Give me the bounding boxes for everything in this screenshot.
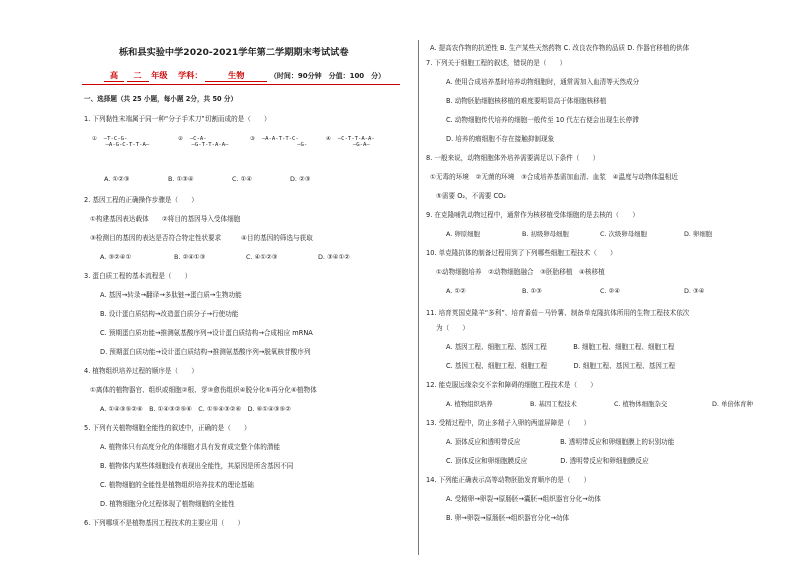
section-heading: 一、选择题（共 25 小题，每小题 2分，共 50 分） bbox=[84, 95, 238, 103]
q1-option-c: C. ①④ bbox=[232, 175, 252, 183]
q8-line-2: ⑤需要 O₂，不需要 CO₂ bbox=[436, 192, 506, 200]
q3-option-c: C. 预期蛋白质功能→推测氨基酸序列→设计蛋白质结构→合成相应 mRNA bbox=[100, 329, 313, 337]
q10-option-c: C. ②④ bbox=[600, 287, 620, 295]
q12-option-c: C. 植物体细胞杂交 bbox=[614, 400, 668, 408]
header-red-rule bbox=[82, 84, 400, 85]
exam-title: 栎和县实验中学2020-2021学年第二学期期末考试试卷 bbox=[119, 47, 349, 58]
q1-option-a: A. ①②③ bbox=[104, 175, 130, 183]
q7-option-c: C. 动物细胞传代培养的细胞一般传至 10 代左右便会出现生长停滞 bbox=[446, 116, 639, 124]
q2-line-1: ①构建基因表达载体 ②将目的基因导入受体细胞 bbox=[90, 215, 241, 223]
q2-option-b: B. ②④①③ bbox=[174, 253, 206, 261]
question-14: 14. 下列能正确表示高等动物胚胎发育顺序的是（ ） bbox=[426, 476, 591, 484]
grade-number: 二 bbox=[127, 70, 149, 82]
q10-option-a: A. ①② bbox=[446, 287, 466, 295]
q3-option-d: D. 预期蛋白质功能→设计蛋白质结构→推测氨基酸序列→脱氧核苷酸序列 bbox=[100, 348, 311, 356]
sticky-end-3: ③ —A-A-T-T-C- —G- bbox=[250, 136, 308, 149]
question-1: 1. 下列黏性末端属于同一种“分子手术刀”切割而成的是（ ） bbox=[84, 115, 271, 123]
question-5: 5. 下列有关植物细胞全能性的叙述中，正确的是（ ） bbox=[84, 424, 251, 432]
column-divider bbox=[418, 40, 419, 555]
q7-option-a: A. 使用合成培养基时培养动物细胞时，通常需加入血清等天然成分 bbox=[446, 78, 640, 86]
q14-option-a: A. 受精卵→卵裂→原肠胚→囊胚→组织器官分化→幼体 bbox=[446, 495, 601, 503]
q12-option-d: D. 单倍体育种 bbox=[712, 400, 753, 408]
q2-line-2: ③检测目的基因的表达是否符合特定性状要求 ④目的基因的筛选与获取 bbox=[90, 234, 313, 242]
q9-option-b: B. 初级卵母细胞 bbox=[522, 230, 569, 238]
question-11: 11. 培育英国克隆羊“多利”、培育番茄－马铃薯、制备单克隆抗体所用的生物工程技术依次 bbox=[426, 309, 690, 317]
sticky-end-4: ④ —C-T-T-A-A- —G-A— bbox=[326, 136, 375, 149]
question-8: 8. 一般来说，动物细胞体外培养需要满足以下条件（ ） bbox=[426, 154, 600, 162]
q11-line-2: 为（ ） bbox=[436, 324, 469, 332]
q5-option-b: B. 植物体内某些体细胞没有表现出全能性，其原因是所含基因不同 bbox=[100, 462, 294, 470]
q1-option-b: B. ①③④ bbox=[168, 175, 194, 183]
q4-body: ①离体的植物器官、组织或细胞②根、芽③愈伤组织④脱分化⑤再分化⑥植物体 bbox=[90, 386, 317, 394]
grade-label: 高 bbox=[104, 70, 124, 82]
grade-word: 年级 bbox=[151, 70, 168, 80]
q13-options-cd: C. 顶体反应和卵细胞膜反应 D. 透明带反应和卵细胞膜反应 bbox=[446, 457, 649, 465]
q13-options-ab: A. 顶体反应和透明带反应 B. 透明带反应和卵细胞膜上的识别功能 bbox=[446, 438, 675, 446]
q10-option-b: B. ①③ bbox=[522, 287, 542, 295]
sticky-end-1: ① —T-C-G- —A-G-C-T-T-A— bbox=[92, 136, 150, 149]
exam-info-line bbox=[104, 70, 404, 82]
question-2: 2. 基因工程的正确操作步骤是（ ） bbox=[84, 196, 198, 204]
subject-value: 生物 bbox=[205, 70, 267, 82]
q11-options-ab: A. 基因工程、细胞工程、基因工程 B. 细胞工程、细胞工程、细胞工程 bbox=[446, 343, 675, 351]
q2-option-d: D. ③④①② bbox=[318, 253, 350, 261]
question-10: 10. 单克隆抗体的制备过程用到了下列哪些细胞工程技术（ ） bbox=[426, 249, 617, 257]
q10-body: ①动物细胞培养 ②动物细胞融合 ③胚胎移植 ④核移植 bbox=[436, 268, 605, 276]
q12-option-a: A. 植物组织培养 bbox=[446, 400, 493, 408]
q5-option-c: C. 植物细胞的全能性是植物组织培养技术的理论基础 bbox=[100, 481, 254, 489]
question-4: 4. 植物组织培养过程的顺序是（ ） bbox=[84, 367, 198, 375]
q10-option-d: D. ③④ bbox=[684, 287, 705, 295]
q8-line-1: ①无毒的环境 ②无菌的环境 ③合成培养基需加血清、血浆 ④温度与动物体温相近 bbox=[430, 173, 678, 181]
sticky-end-2: ② —C-A- —G-T-T-A-A— bbox=[178, 136, 229, 149]
q9-option-a: A. 卵原细胞 bbox=[446, 230, 480, 238]
q11-options-cd: C. 基因工程、细胞工程、细胞工程 D. 细胞工程、基因工程、基因工程 bbox=[446, 362, 676, 370]
q2-option-c: C. ④①②③ bbox=[246, 253, 278, 261]
q2-option-a: A. ③②④① bbox=[100, 253, 132, 261]
q4-options: A. ①④③⑤②⑥ B. ①④③②⑤⑥ C. ①⑤④③②⑥ D. ⑥①④③⑤② bbox=[100, 405, 291, 413]
q7-option-b: B. 动物胚胎细胞核移植的难度要明显高于体细胞核移植 bbox=[446, 97, 607, 105]
q5-option-a: A. 植物体只有高度分化的体细胞才具有发育成完整个体的潜能 bbox=[100, 443, 281, 451]
q3-option-b: B. 设计蛋白质结构→改造蛋白质分子→行使功能 bbox=[100, 310, 239, 318]
q1-option-d: D. ②③ bbox=[290, 175, 311, 183]
q7-option-d: D. 培养的瘤细胞不存在接触抑制现象 bbox=[446, 135, 555, 143]
q3-option-a: A. 基因→转录→翻译→多肽链→蛋白质→生物功能 bbox=[100, 291, 242, 299]
question-9: 9. 在克隆哺乳动物过程中，通常作为核移植受体细胞的是去核的（ ） bbox=[426, 211, 639, 219]
q14-option-b: B. 卵→卵裂→原肠胚→组织器官分化→幼体 bbox=[446, 514, 570, 522]
q12-option-b: B. 基因工程技术 bbox=[530, 400, 577, 408]
q5-option-d: D. 植物细胞分化过程体现了植物细胞的全能性 bbox=[100, 500, 235, 508]
question-6: 6. 下列哪项不是植物基因工程技术的主要应用（ ） bbox=[84, 519, 245, 527]
q6-options: A. 提高农作物的抗逆性 B. 生产某些天然药物 C. 改良农作物的品质 D. 作器官移植的供体 bbox=[430, 44, 690, 52]
question-3: 3. 蛋白质工程的基本流程是（ ） bbox=[84, 272, 192, 280]
question-12: 12. 能克服远缘杂交不亲和障碍的细胞工程技术是（ ） bbox=[426, 381, 597, 389]
question-13: 13. 受精过程中，防止多精子入卵的两道屏障是（ ） bbox=[426, 419, 591, 427]
subject-label: 学科： bbox=[178, 70, 203, 80]
q9-option-c: C. 次级卵母细胞 bbox=[600, 230, 647, 238]
time-score-info: （时间：90分钟 分值：100 分） bbox=[269, 72, 386, 80]
question-7: 7. 下列关于细胞工程的叙述，错误的是（ ） bbox=[426, 59, 567, 67]
q9-option-d: D. 卵细胞 bbox=[684, 230, 713, 238]
